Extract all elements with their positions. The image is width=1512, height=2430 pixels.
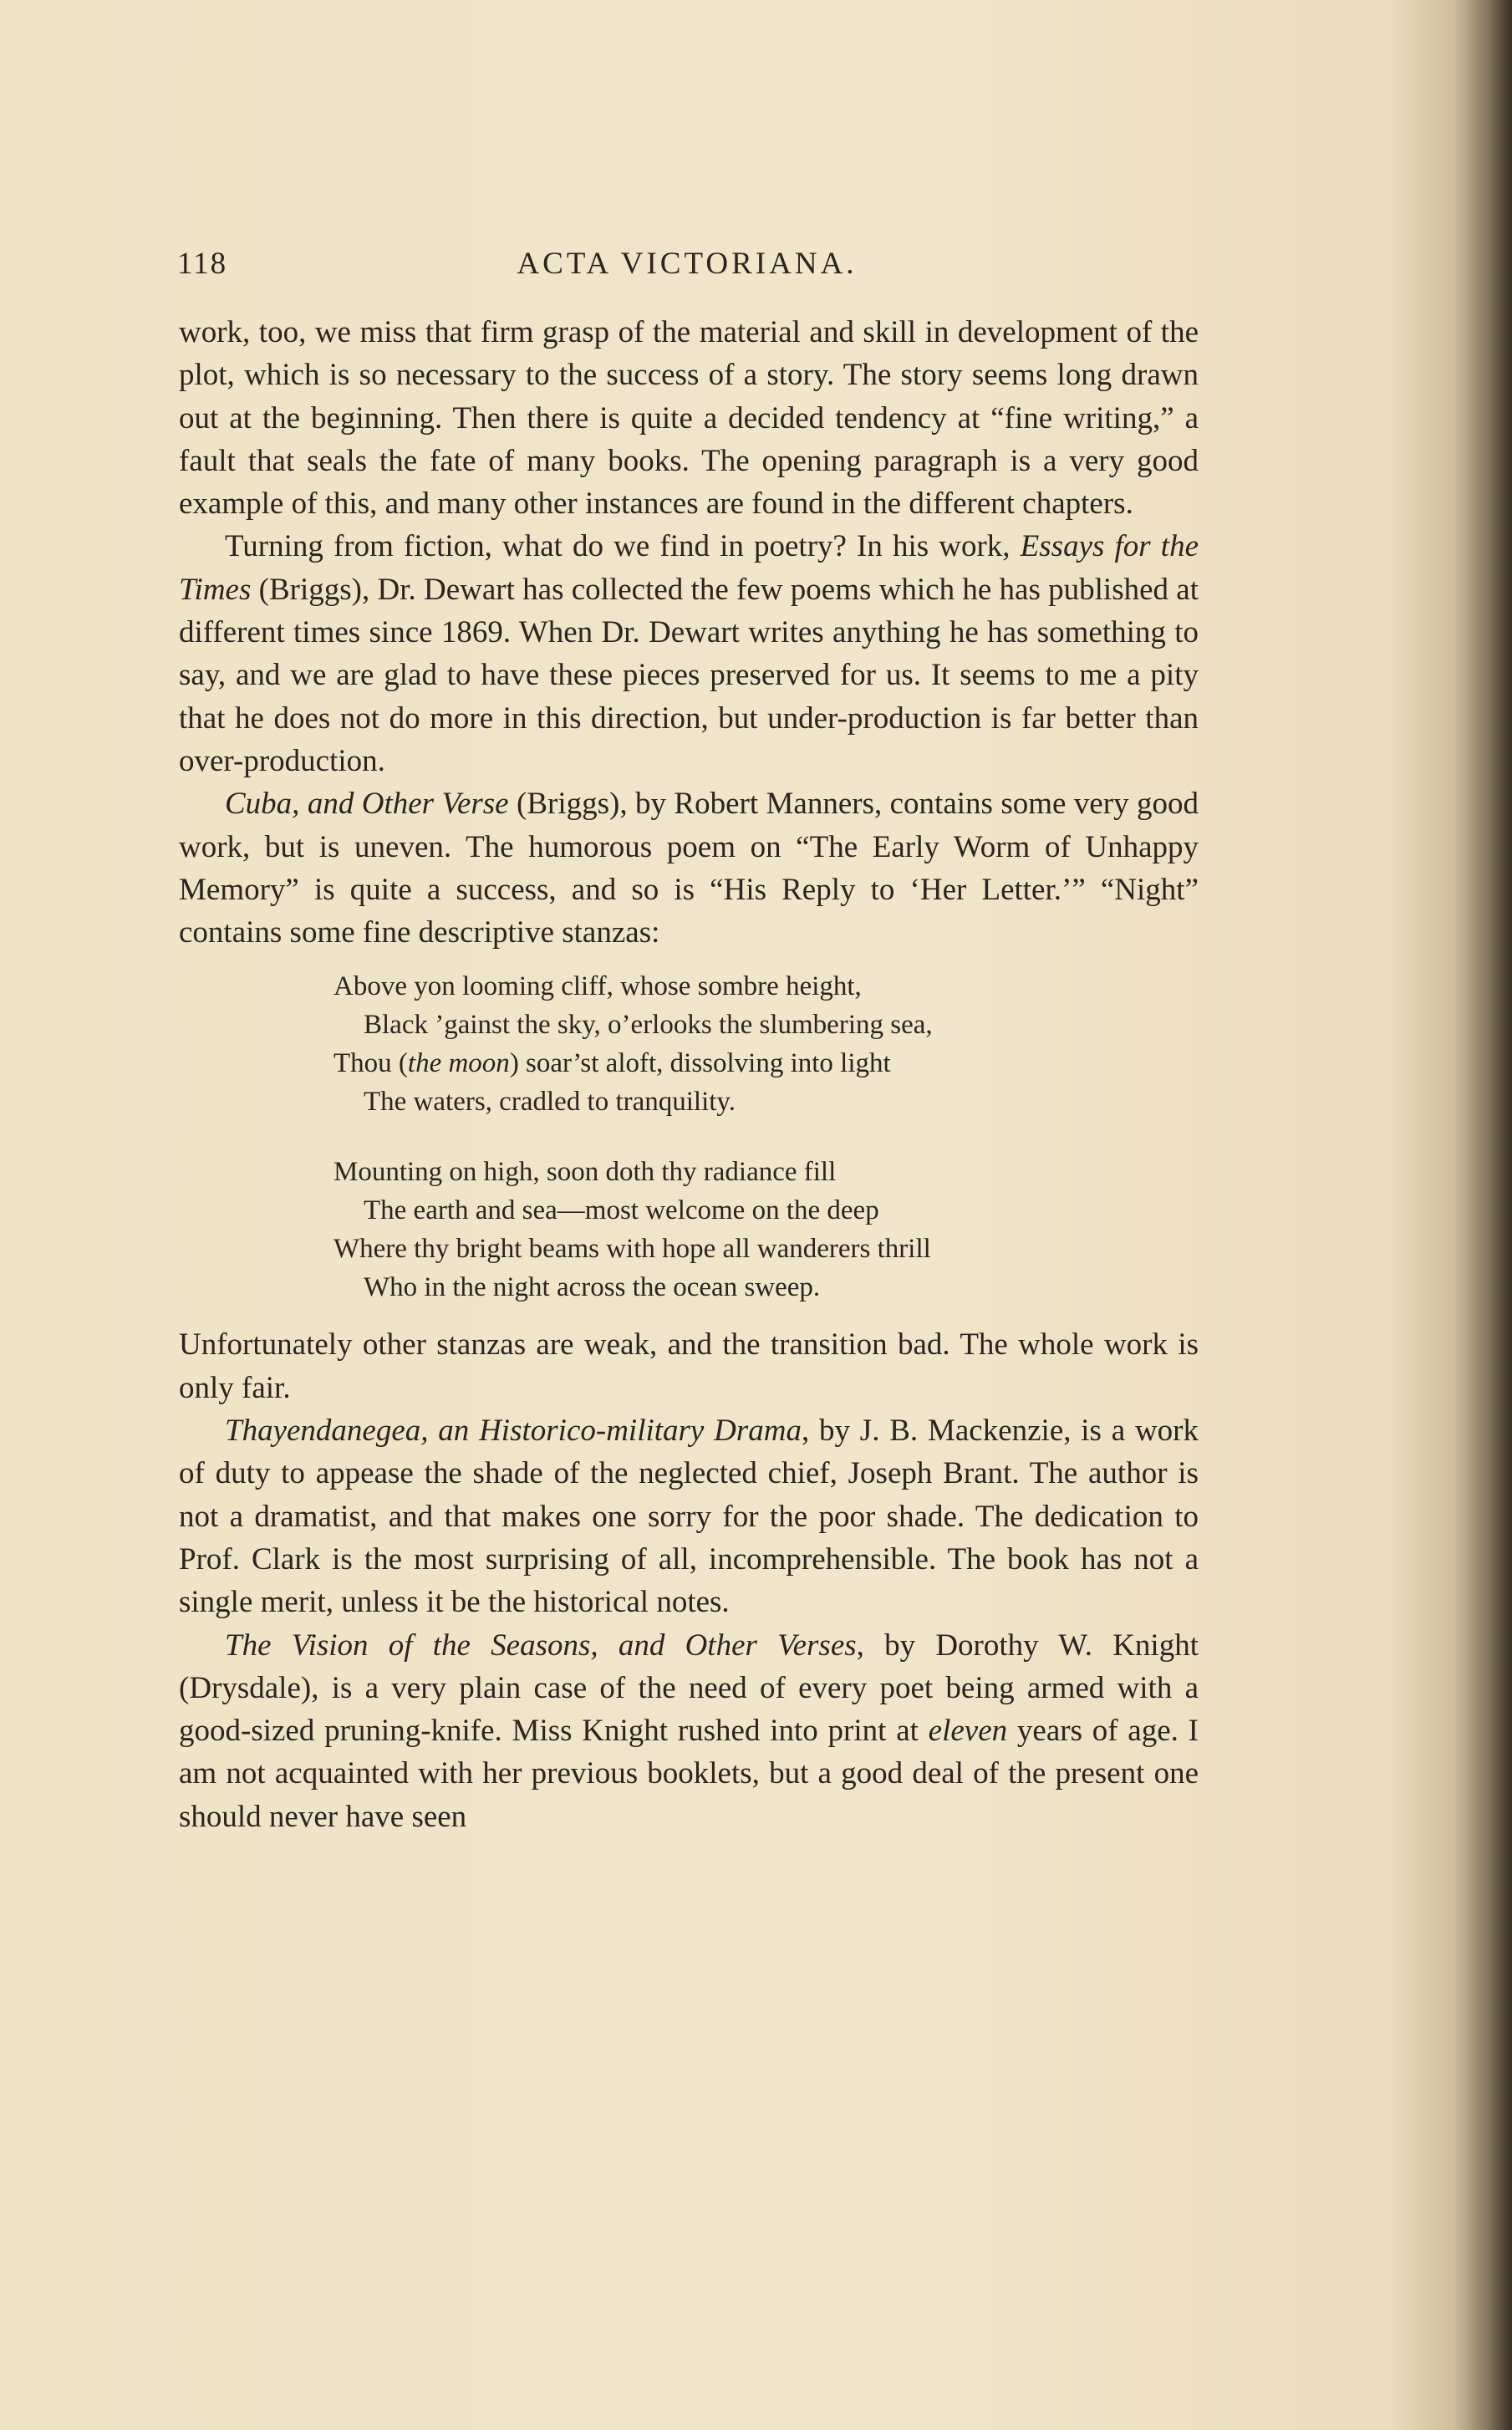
poem-line-italic: the moon [407,1048,510,1079]
paragraph: Unfortunately other stanzas are weak, and the transition bad. The whole work is only fair. [179,1327,1199,1405]
page-header [177,246,1197,288]
poem-line: The waters, cradled to tranquility. [364,1087,736,1118]
poem-quotation [333,967,1199,1307]
poem-line-text: Thou ( [333,1048,408,1079]
running-head: ACTA VICTORIANA. [517,247,858,281]
body-text [179,311,1199,1838]
poem-line: Above yon looming cliff, whose sombre height, [333,971,862,1002]
paragraph [179,1624,1199,1838]
poem-line: The earth and sea—most welcome on the deep [364,1195,879,1226]
paragraph-text: , by J. B. Mackenzie, is a work of duty to appease the shade of the neglected chief, Joseph Brant. The author is not a dramatist, and that makes one sorry for the poor shade. The dedication to Prof. Clark is the most surprising of all, incomprehensible. The book has not a single merit, unless it be the historical notes. [179,1414,1199,1620]
poem-line: Who in the night across the ocean sweep. [364,1272,821,1303]
poem-line: Mounting on high, soon doth thy radiance fill [333,1157,837,1188]
poem-line-text: ) soar’st aloft, dissolving into light [509,1048,891,1079]
paragraph: work, too, we miss that firm grasp of the material and skill in development of the plot, which is so necessary to the success of a story. The story seems long drawn out at the beginning. Then there is quite a decided tendency at “fine writing,” a fault that seals the fate of many books. The opening paragraph is a very good example of this, and many other instances are found in the different chapters. [179,315,1199,522]
paragraph-text: (Briggs), by Robert Manners, contains some very good work, but is uneven. The humorous poem on “The Early Worm of Unhappy Memory” is quite a success, and so is “His Reply to ‘Her Letter.’” “Night” contains some fine descriptive stanzas: [179,787,1199,950]
paragraph-text: Turning from fiction, what do we find in poetry? In his work, [225,529,1021,564]
paragraph-text: (Briggs), Dr. Dewart has collected the few poems which he has published at different times since 1869. When Dr. Dewart writes anything he has something to say, and we are glad to have these pieces preserved for us. It seems to me a pity that he does not do more in this direction, but under-production is far better than over-production. [179,572,1199,778]
poem-stanza [333,1153,1199,1307]
paragraph [179,525,1199,782]
paragraph-text: years of age. I am not acquainted with her previous booklets, but a good deal of the present one should never have seen [179,1714,1199,1834]
paragraph [179,1409,1199,1623]
poem-line: Black ’gainst the sky, o’erlooks the slumbering sea, [364,1010,933,1041]
paragraph [179,782,1199,954]
poem-line: Where thy bright beams with hope all wanderers thrill [333,1234,931,1265]
book-title: Thayendanegea, an Historico-military Drama [225,1414,802,1449]
page-number: 118 [177,247,228,281]
poem-stanza [333,967,1199,1121]
book-title: Cuba, and Other Verse [225,787,509,822]
paragraph-text: , by Dorothy W. Knight (Drysdale), is a very plain case of the need of every poet being armed with a good-sized pruning-knife. Miss Knight rushed into print at [179,1628,1199,1749]
book-title: Essays for the Times [179,529,1199,607]
page-gutter-shadow [1453,0,1512,2430]
emphasis-word: eleven [928,1714,1008,1749]
poem-line [333,1044,1199,1083]
book-title: The Vision of the Seasons, and Other Verses [225,1628,857,1663]
